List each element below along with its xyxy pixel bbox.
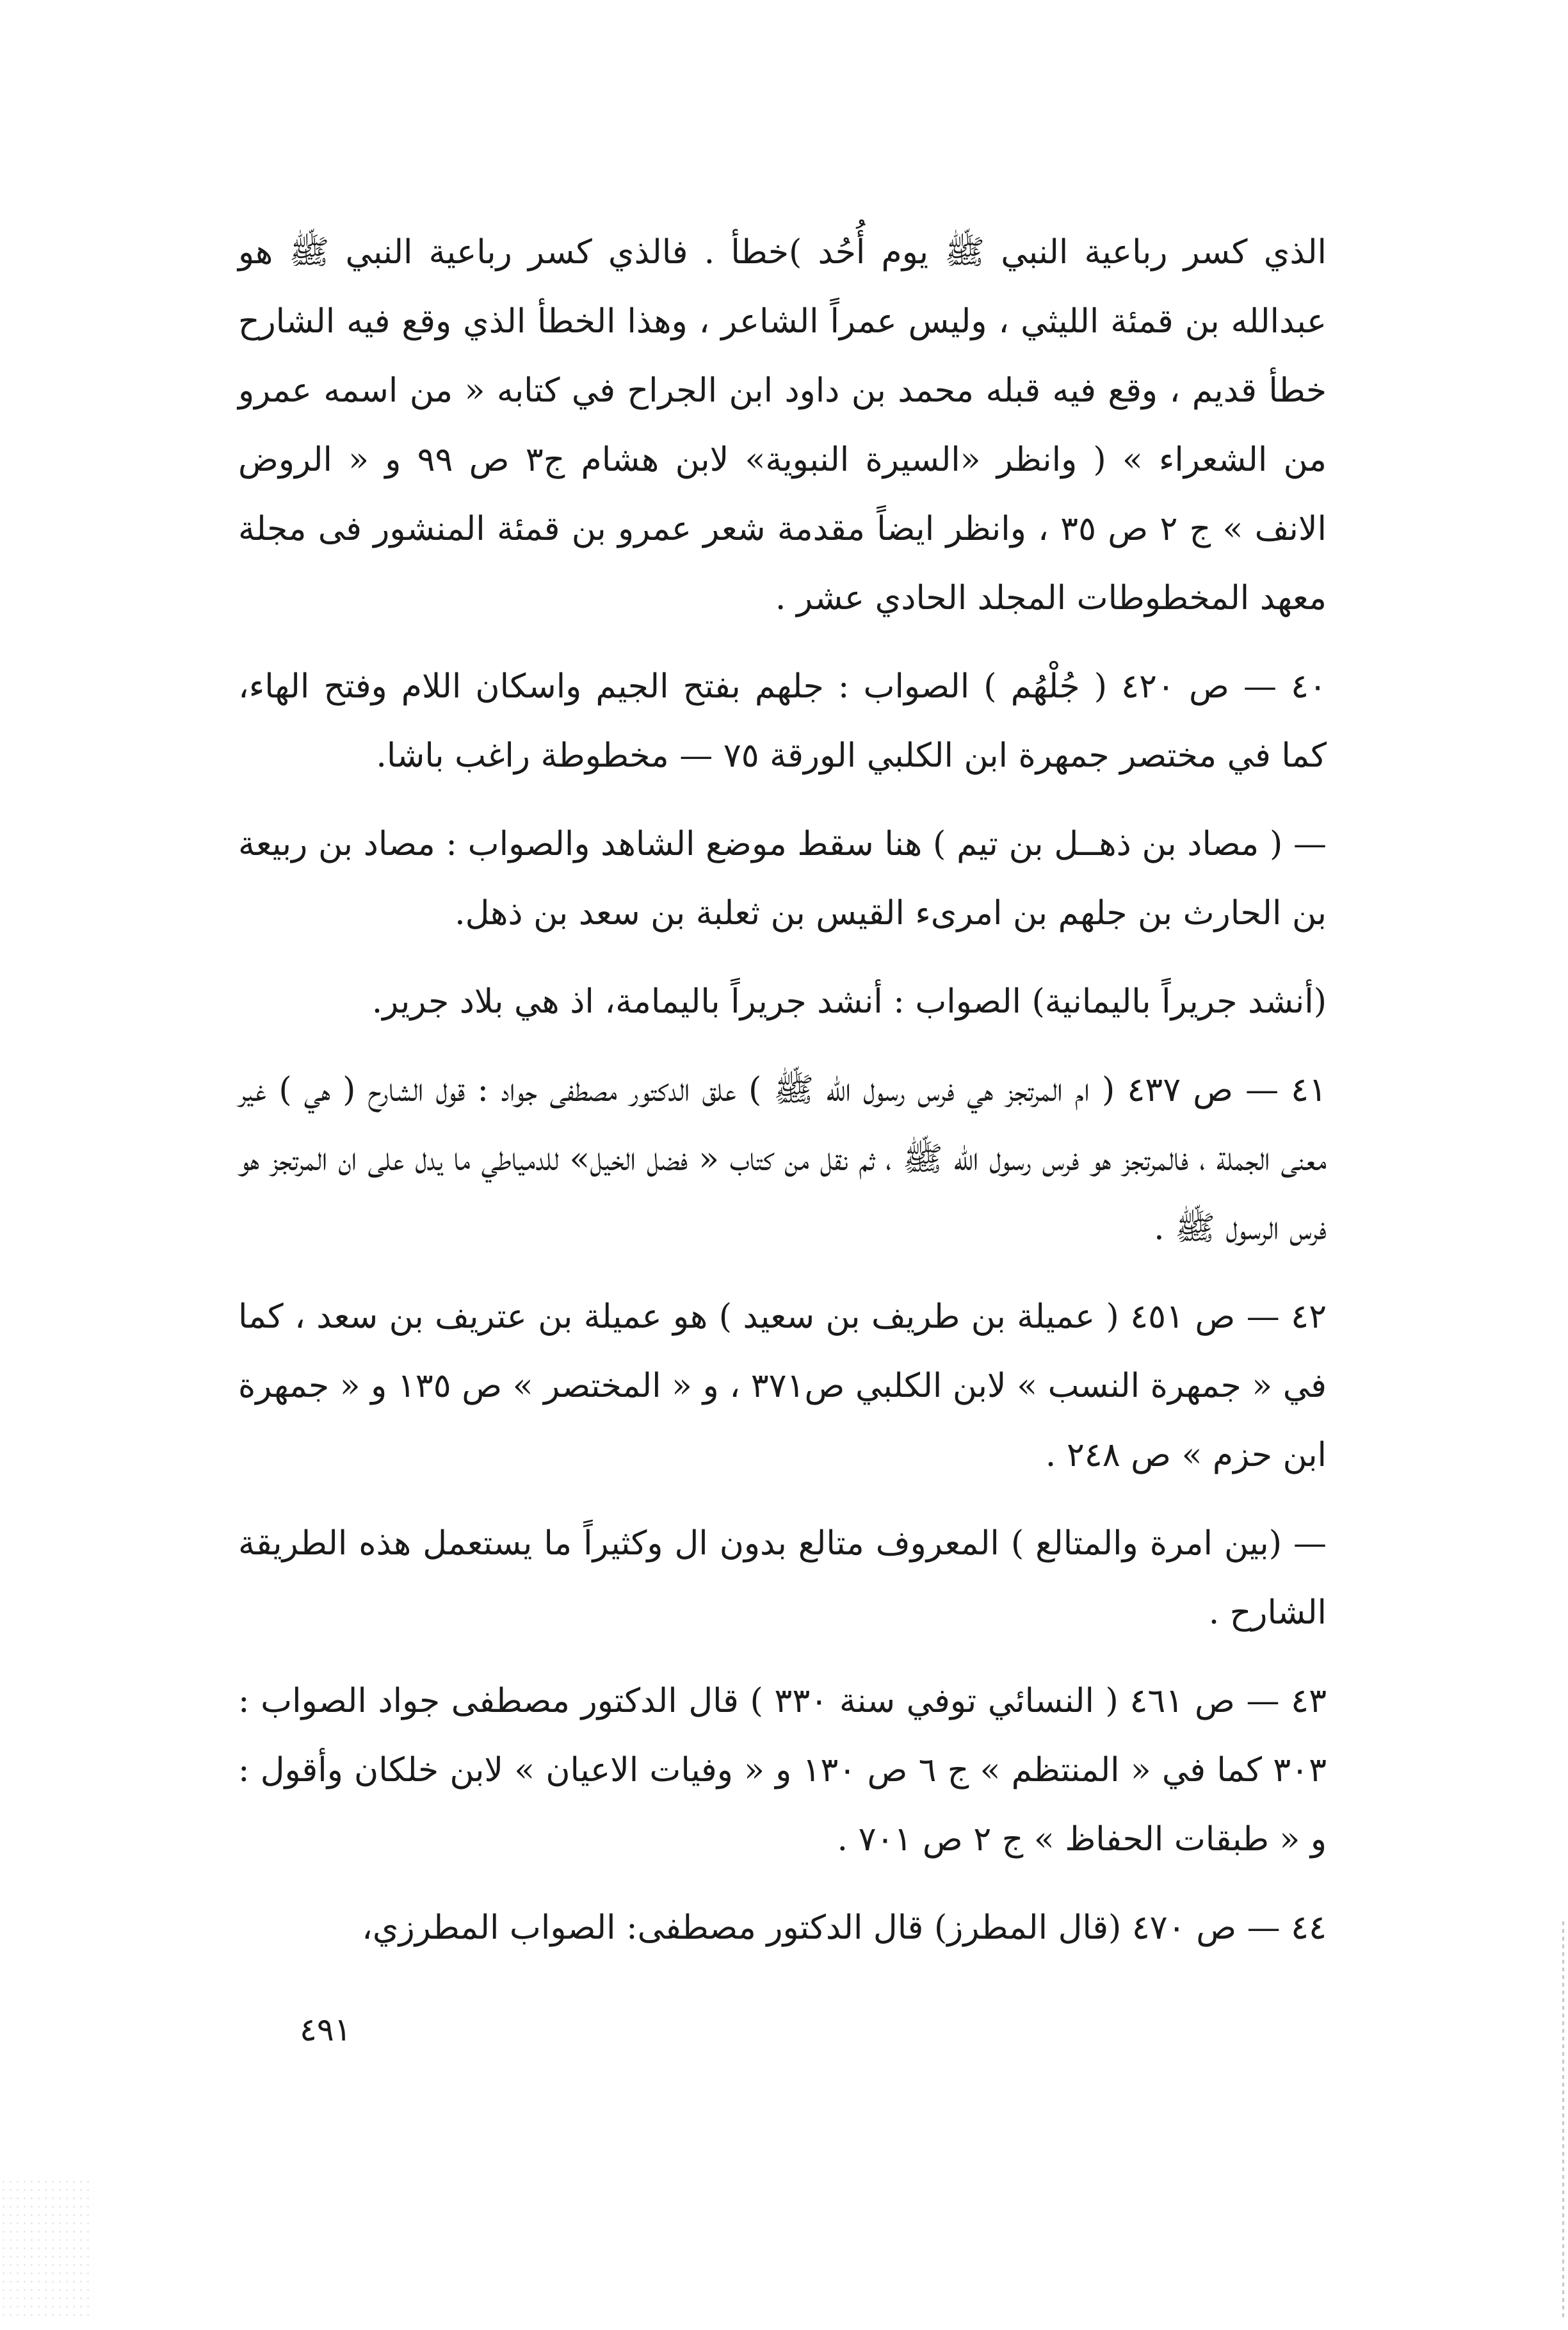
paragraph-1: الذي كسر رباعية النبي ﷺ يوم أُحُد )خطأ . فالذي كسر رباعية النبي ﷺ هو عبدالله بن قمئة الليثي ، وليس عمراً الشاعر ، وهذا الخطأ الذي وقع فيه الشارح خطأ قديم ، وقع فيه قبله محمد بن داود ابن الجراح في كتابه « من اسمه عمرو من الشعراء » ( وانظر «السيرة النبوية» لابن هشام ج٣ ص ٩٩ و « الروض الانف » ج ٢ ص ٣٥ ، وانظر ايضاً مقدمة شعر عمرو بن قمئة المنشور فى مجلة معهد المخطوطات المجلد الحادي عشر . — [238, 233, 1327, 617]
scan-edge-mark — [1562, 1921, 1564, 2318]
paragraph-8: ٤٣ — ص ٤٦١ ( النسائي توفي سنة ٣٣٠ ) قال الدكتور مصطفى جواد الصواب : ٣٠٣ كما في « المنتظم » ج ٦ ص ١٣٠ و « وفيات الاعيان » لابن خلكان وأقول : و « طبقات الحفاظ » ج ٢ ص ٧٠١ . — [238, 1682, 1327, 1859]
page-number: ٤٩١ — [300, 2011, 352, 2048]
paragraph-4: (أنشد جريراً باليمانية) الصواب : أنشد جريراً باليمامة، اذ هي بلاد جرير. — [371, 982, 1327, 1021]
paragraph-7: — (بين امرة والمتالع ) المعروف متالع بدون ال وكثيراً ما يستعمل هذه الطريقة الشارح . — [238, 1524, 1327, 1632]
paragraph-3: — ( مصاد بن ذهــل بن تيم ) هنا سقط موضع الشاهد والصواب : مصاد بن ربيعة بن الحارث بن جلهم بن امرىء القيس بن ثعلبة بن سعد بن ذهل. — [238, 825, 1327, 933]
body-text — [238, 218, 1327, 1962]
paragraph-2: ٤٠ — ص ٤٢٠ ( جُلْهُم ) الصواب : جلهم بفتح الجيم واسكان اللام وفتح الهاء، كما في مختصر جمهرة ابن الكلبي الورقة ٧٥ — مخطوطة راغب باشا. — [238, 667, 1327, 775]
paragraph-5: ٤١ — ص ٤٣٧ ( ام المرتجز هي فرس رسول الله ﷺ ) علق الدكتور مصطفى جواد : قول الشارح ( هي ) غير معنى الجملة ، فالمرتجز هو فرس رسول الله ﷺ ، ثم نقل من كتاب « فضل الخيل» للدمياطي ما يدل على ان المرتجز هو فرس الرسول ﷺ . — [238, 1071, 1327, 1248]
scan-speckle — [0, 2178, 90, 2318]
paragraph-9: ٤٤ — ص ٤٧٠ (قال المطرز) قال الدكتور مصطفى: الصواب المطرزي، — [362, 1909, 1327, 1947]
paragraph-6: ٤٢ — ص ٤٥١ ( عميلة بن طريف بن سعيد ) هو عميلة بن عتريف بن سعد ، كما في « جمهرة النسب » لابن الكلبي ص٣٧١ ، و « المختصر » ص ١٣٥ و « جمهرة ابن حزم » ص ٢٤٨ . — [238, 1298, 1327, 1474]
